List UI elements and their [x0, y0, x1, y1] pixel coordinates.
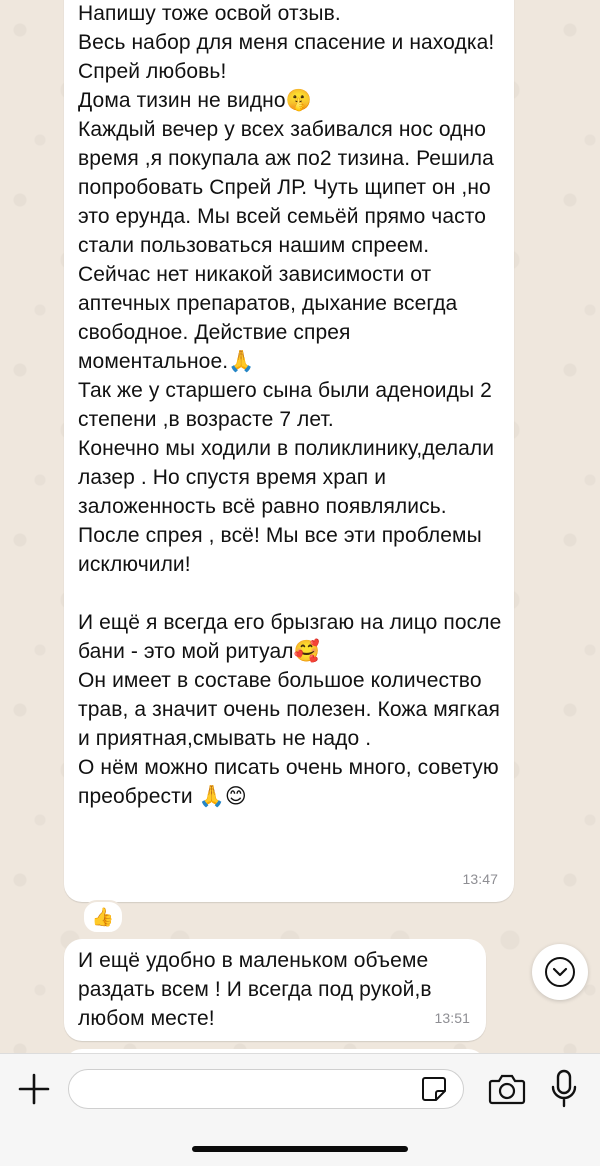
sticker-icon[interactable]: [420, 1075, 448, 1103]
message-bubble[interactable]: [64, 939, 486, 1041]
message-timestamp: 13:51: [434, 1010, 470, 1026]
message-input[interactable]: [68, 1069, 464, 1109]
message-text: И ещё удобно в маленьком объеме раздать всем ! И всегда под рукой,в любом месте!: [78, 949, 438, 1030]
home-indicator: [192, 1146, 408, 1152]
plus-icon[interactable]: [16, 1071, 52, 1107]
message-bubble[interactable]: [64, 0, 514, 902]
reaction-badge[interactable]: 👍: [82, 900, 124, 934]
message-timestamp: 13:47: [462, 871, 498, 887]
chevron-down-icon: [543, 955, 577, 989]
camera-icon[interactable]: [488, 1073, 526, 1105]
microphone-icon[interactable]: [550, 1069, 578, 1109]
scroll-down-button[interactable]: [532, 944, 588, 1000]
message-text: Напишу тоже освой отзыв. Весь набор для меня спасение и находка! Спрей любовь! Дома тизин не видно🤫 Каждый вечер у всех забивался нос одно время ,я покупала аж по2 тизина. Решила попробовать Спрей ЛР. Чуть щипет он ,но это ерунда. Мы всей семьёй прямо часто стали пользоваться нашим спреем. Сейчас нет никакой зависимости от аптечных препаратов, дыхание всегда свободное. Действие спрея моментальное.🙏 Так же у старшего сына были аденоиды 2 степени ,в возрасте 7 лет. Конечно мы ходили в поликлинику,делали лазер . Но спустя время храп и заложенность всё равно появлялись. После спрея , всё! Мы все эти проблемы исключили! И ещё я всегда его брызгаю на лицо после бани - это мой ритуал🥰 Он имеет в составе большое количество трав, а значит очень полезен. Кожа мягкая и приятная,смывать не надо . О нём можно писать очень много, советую преобрести 🙏😊: [78, 2, 502, 808]
